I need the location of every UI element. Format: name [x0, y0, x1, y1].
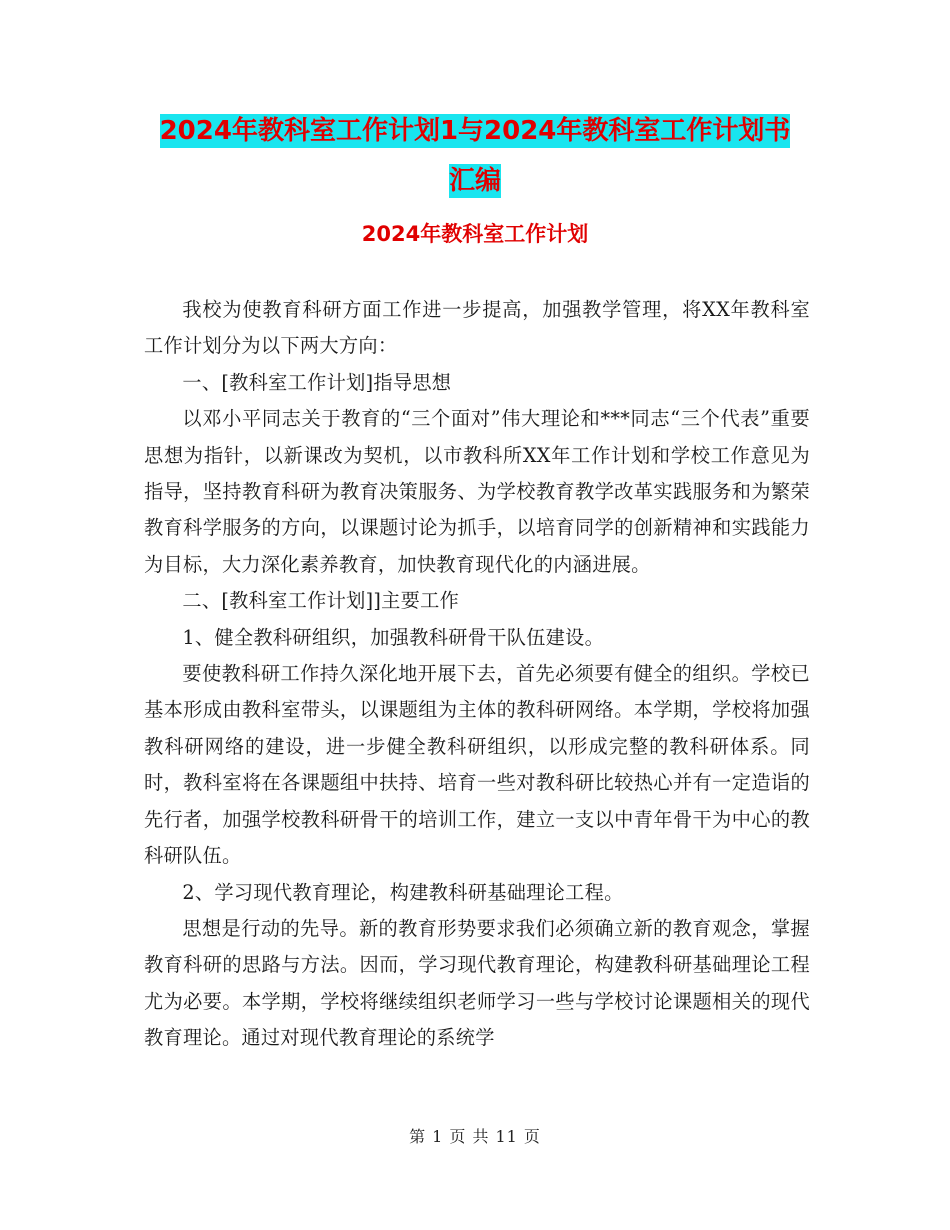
section-heading: 2024年教科室工作计划: [361, 222, 589, 246]
heading-guiding-ideology: 一、[教科室工作计划]指导思想: [182, 370, 452, 394]
footer-prefix: 第: [409, 1127, 427, 1146]
total-pages: 11: [495, 1127, 518, 1146]
footer-middle: 页 共: [449, 1127, 490, 1146]
paragraph-item-1: 要使教科研工作持久深化地开展下去，首先必须要有健全的组织。学校已基本形成由教科室带头，以课题组为主体的教科研网络。本学期，学校将加强教科研网络的建设，进一步健全教科研组织，以形成完整的教科研体系。同时，教科室将在各课题组中扶持、培育一些对教科研比较热心并有一定造诣的先行者，加强学校教科研骨干的培训工作，建立一支以中青年骨干为中心的教科研队伍。: [144, 662, 810, 868]
footer-suffix: 页: [523, 1127, 541, 1146]
page-number: 1: [432, 1127, 444, 1146]
item-1-heading: 1、健全教科研组织，加强教科研骨干队伍建设。: [182, 625, 605, 649]
page-footer: [0, 1124, 950, 1147]
item-2-heading: 2、学习现代教育理论，构建教科研基础理论工程。: [182, 880, 624, 904]
paragraph-intro: 我校为使教育科研方面工作进一步提高，加强教学管理，将XX年教科室工作计划分为以下两大方向：: [144, 298, 810, 358]
title-line-2: 汇编: [448, 166, 501, 196]
document-body: [144, 292, 810, 1057]
title-line-1: 2024年教科室工作计划1与2024年教科室工作计划书: [159, 116, 791, 146]
heading-main-work: 二、[教科室工作计划]]主要工作: [182, 589, 460, 613]
paragraph-item-2: 思想是行动的先导。新的教育形势要求我们必须确立新的教育观念，掌握教育科研的思路与方法。因而，学习现代教育理论，构建教科研基础理论工程尤为必要。本学期，学校将继续组织老师学习一些与学校讨论课题相关的现代教育理论。通过对现代教育理论的系统学: [144, 916, 810, 1050]
paragraph-guiding-ideology: 以邓小平同志关于教育的“三个面对”伟大理论和***同志“三个代表”重要思想为指针，以新课改为契机，以市教科所XX年工作计划和学校工作意见为指导，坚持教育科研为教育决策服务、为学校教育教学改革实践服务和为繁荣教育科学服务的方向，以课题讨论为抓手，以培育同学的创新精神和实践能力为目标，大力深化素养教育，加快教育现代化的内涵进展。: [144, 407, 810, 576]
document-title: [0, 110, 950, 202]
